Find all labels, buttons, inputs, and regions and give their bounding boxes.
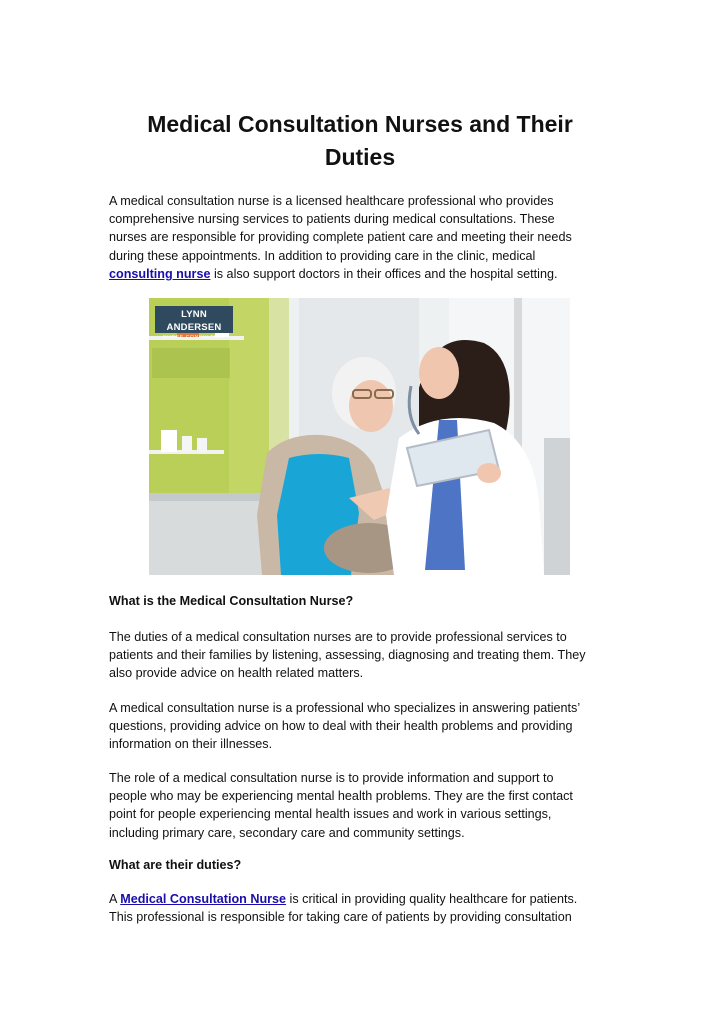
medical-consultation-nurse-link[interactable]: Medical Consultation Nurse <box>120 892 287 906</box>
section-heading-duties: What are their duties? <box>109 858 242 872</box>
para4-before-link: A <box>109 892 121 906</box>
nurse-patient-photo <box>149 298 570 575</box>
intro-line <box>109 265 614 283</box>
paragraph-line <box>109 890 614 908</box>
paragraph-line: information on their illnesses. <box>109 737 273 752</box>
paragraph-line: This professional is responsible for taking care of patients by providing consultation <box>109 910 572 925</box>
para4-after-link: is critical in providing quality healthcare for patients. <box>286 892 578 906</box>
consulting-nurse-link[interactable]: consulting nurse <box>109 266 211 281</box>
intro-paragraph <box>109 192 614 283</box>
paragraph-line: people who may be experiencing mental health problems. They are the first contact <box>109 789 573 804</box>
intro-line: nurses are responsible for providing complete patient care and meeting their needs <box>109 230 572 245</box>
paragraph-duties <box>109 628 614 683</box>
section-heading-what-is: What is the Medical Consultation Nurse? <box>109 594 354 608</box>
intro-line: A medical consultation nurse is a licensed healthcare professional who provides <box>109 194 554 208</box>
paragraph-line: questions, providing advice on how to deal with their health problems and providing <box>109 719 573 734</box>
paragraph-line: patients and their families by listening, assessing, diagnosing and treating them. They <box>109 648 586 663</box>
paragraph-line: The duties of a medical consultation nurses are to provide professional services to <box>109 630 567 644</box>
logo-name: LYNN ANDERSEN <box>166 309 222 333</box>
paragraph-line: The role of a medical consultation nurse is to provide information and support to <box>109 771 554 785</box>
title-line-2: Duties <box>324 144 396 170</box>
logo-subtitle: NURSE CONSULTING <box>162 335 226 340</box>
lynn-andersen-logo <box>155 306 233 340</box>
paragraph-line: also provide advice on health related matters. <box>109 666 364 681</box>
page-title <box>100 108 620 174</box>
paragraph-critical <box>109 890 614 926</box>
intro-line: comprehensive nursing services to patients during medical consultations. These <box>109 212 555 227</box>
intro-line: during these appointments. In addition to providing care in the clinic, medical <box>109 248 536 263</box>
intro-after-link: is also support doctors in their offices and the hospital setting. <box>210 266 558 281</box>
paragraph-specializes <box>109 699 614 754</box>
paragraph-line: A medical consultation nurse is a professional who specializes in answering patients’ <box>109 701 581 715</box>
paragraph-line: point for people experiencing mental health issues and work in various settings, <box>109 807 552 822</box>
paragraph-role <box>109 769 614 842</box>
title-line-1: Medical Consultation Nurses and Their <box>147 111 573 137</box>
paragraph-line: including primary care, secondary care and community settings. <box>109 825 465 840</box>
